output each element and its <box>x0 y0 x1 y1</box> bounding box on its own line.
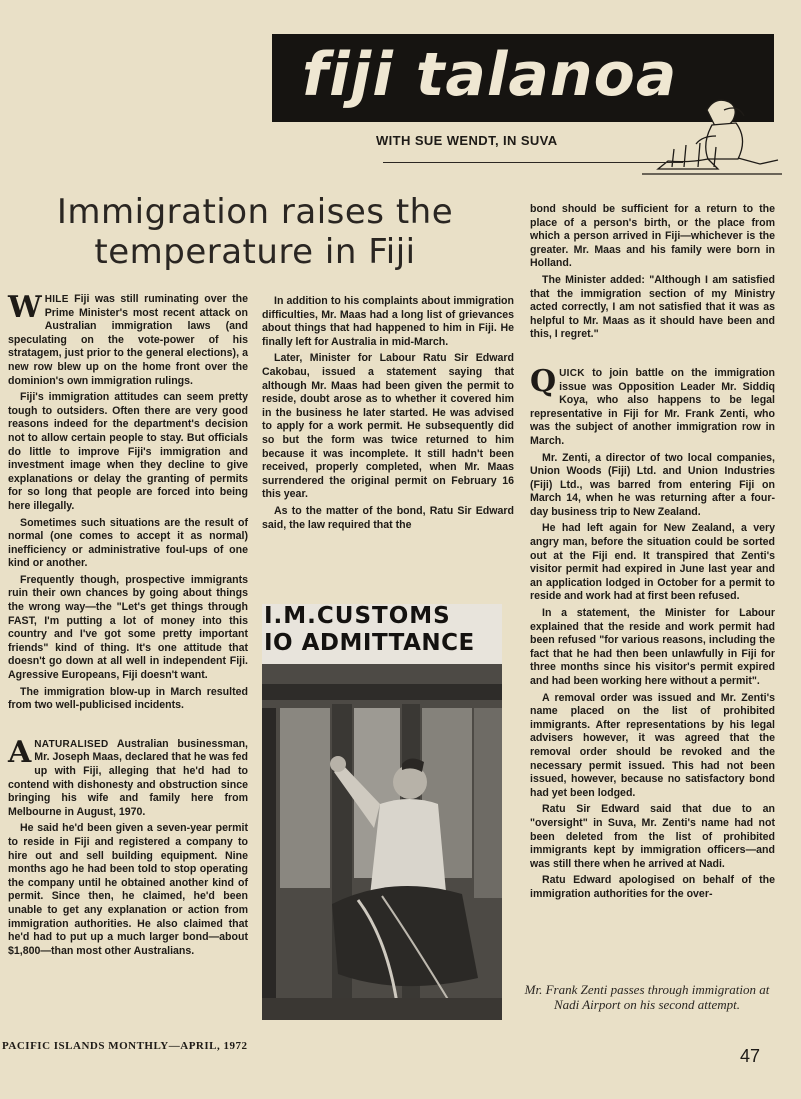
paragraph: bond should be sufficient for a return to the place of a person's birth, or the place from which a person arrived in Fiji—whichever is the greater. Mr. Maas and his family were born in Holland. <box>530 203 775 270</box>
sign-line-1: I.M.CUSTOMS <box>264 604 451 629</box>
paragraph: Later, Minister for Labour Ratu Sir Edward Cakobau, issued a statement saying that although Mr. Maas had been given the permit to reside, doubt arose as to whether it covered him in the business he later started. He was advised to apply for a work permit. He subsequently did so but the form was twice returned to him because it was incomplete. It still hadn't been received, properly completed, when Mr. Maas surrendered the original permit on February 16 this year. <box>262 352 514 501</box>
lead-in: UICK <box>559 367 585 379</box>
paragraph <box>530 363 775 449</box>
paragraph: Frequently though, prospective immigrants ruin their own chances by going about things the wrong way—the "Let's get things through FAST, I'm putting a lot of money into this country and I've got some pretty important friends" kind of thing. It's one attitude that doesn't go down at all well in independent Fiji. Agressive Europeans, Fiji doesn't want. <box>8 573 248 682</box>
paragraph-text: Fiji was still ruminating over the Prime Minister's most recent attack on Australian immigration laws (and speculating on the vote-power of his stratagem, just prior to the general elections), a new row blew up on the home front over the dominion's own immigration rulings. <box>8 293 248 387</box>
paragraph: Ratu Sir Edward said that due to an "oversight" in Suva, Mr. Zenti's name had not been deleted from the list of prohibited immigrants kept by immigration officers—and was still there when he arrived at Nadi. <box>530 803 775 870</box>
paragraph: The Minister added: "Although I am satisfied that the immigration section of my Ministry acted correctly, I am not satisfied that it was as helpful to Mr. Maas as it should have been and this, I regret." <box>530 273 775 341</box>
sign-line-2: IO ADMITTANCE <box>264 630 475 656</box>
publication-footer: PACIFIC ISLANDS MONTHLY—APRIL, 1972 <box>2 1040 248 1052</box>
paragraph: He said he'd been given a seven-year permit to reside in Fiji and registered a company to hire out and sell building equipment. Nine months ago he had been told to stop operating the company until he obtained another kind of permit. Since then, he claimed, he'd been unable to get any explanation or action from immigration authorities. He also claimed that he'd had to put up a much larger bond—about $1,800—than most other Australians. <box>8 822 248 957</box>
paragraph: In a statement, the Minister for Labour explained that the reside and work permit had been refused "for various reasons, including the fact that he had then been unlawfully in Fiji for three months since his visitor's permit expired and had been working here without a permit". <box>530 607 775 687</box>
lead-in: HILE <box>44 294 69 305</box>
paragraph: He had left again for New Zealand, a very angry man, before the situation could be sorted out at the Fiji end. It transpired that Zenti's visitor permit had expired in June last year and an application lodged in October for a permit to reside and work had at first been refused. <box>530 522 775 603</box>
paragraph <box>8 734 248 820</box>
paragraph: Ratu Edward apologised on behalf of the immigration authorities for the over- <box>530 874 775 900</box>
byline: WITH SUE WENDT, IN SUVA <box>376 133 558 148</box>
paragraph: A removal order was issued and Mr. Zenti's name placed on the list of prohibited immigrants. After representations by his legal advisers however, it was agreed that the removal order should be revoked and the necessary permit issued. This had not been issued, however, because no satisfactory bond had yet been lodged. <box>530 691 775 799</box>
paragraph-text: to join battle on the immigration issue was Opposition Leader Mr. Siddiq Koya, who also happens to be legal representative in Fiji for Mr. Frank Zenti, who was the subject of another immigration row in March. <box>530 366 775 447</box>
paragraph: In addition to his complaints about immigration difficulties, Mr. Maas had a long list of grievances about things that had happened to him in Fiji. He finally left for Australia in mid-March. <box>262 295 514 348</box>
drop-cap: W <box>8 290 42 325</box>
article-column-2 <box>262 295 514 535</box>
section-gap <box>530 345 775 367</box>
photo-frank-zenti <box>262 604 502 1020</box>
paragraph: The immigration blow-up in March resulted from two well-publicised incidents. <box>8 685 248 712</box>
byline-rule <box>383 162 683 163</box>
airport-scene-image <box>262 664 502 1020</box>
lead-in: NATURALISED <box>34 738 109 750</box>
article-headline: Immigration raises the temperature in Fiji <box>56 192 454 272</box>
paragraph: Mr. Zenti, a director of two local companies, Union Woods (Fiji) Ltd. and Union Industries (Fiji) Ltd., was barred from entering Fiji on March 14, when he was returning after a four-day business trip to New Zealand. <box>530 451 775 518</box>
customs-sign <box>262 604 502 664</box>
article-column-3 <box>530 203 775 905</box>
masthead-title: fiji talanoa <box>302 40 678 110</box>
paragraph <box>8 290 248 388</box>
paragraph: Sometimes such situations are the result of normal (one comes to accept it as normal) inefficiency or administrative foul-ups of one kind or another. <box>8 516 248 570</box>
section-gap <box>8 716 248 738</box>
drop-cap: Q <box>530 363 557 399</box>
paragraph-text: Australian businessman, Mr. Joseph Maas, declared that he was fed up with Fiji, alleging that he'd had to contend with dishonesty and obstruction since bringing his wife and family here from Melbourne in August, 1970. <box>8 737 248 818</box>
seated-figure-illustration <box>612 70 787 180</box>
drop-cap: A <box>8 734 32 770</box>
paragraph: Fiji's immigration attitudes can seem pretty tough to outsiders. Often there are very good reasons indeed for the department's decision not to allow certain people to stay. But officials do little to improve Fiji's immigration and investment image when they decline to give explanations or delay the granting of permits for so long that people are forced into being here illegally. <box>8 391 248 512</box>
paragraph: As to the matter of the bond, Ratu Sir Edward said, the law required that the <box>262 504 514 531</box>
photo-caption: Mr. Frank Zenti passes through immigration at Nadi Airport on his second attempt. <box>524 982 770 1012</box>
article-column-1 <box>8 290 248 961</box>
page-number: 47 <box>740 1046 761 1066</box>
